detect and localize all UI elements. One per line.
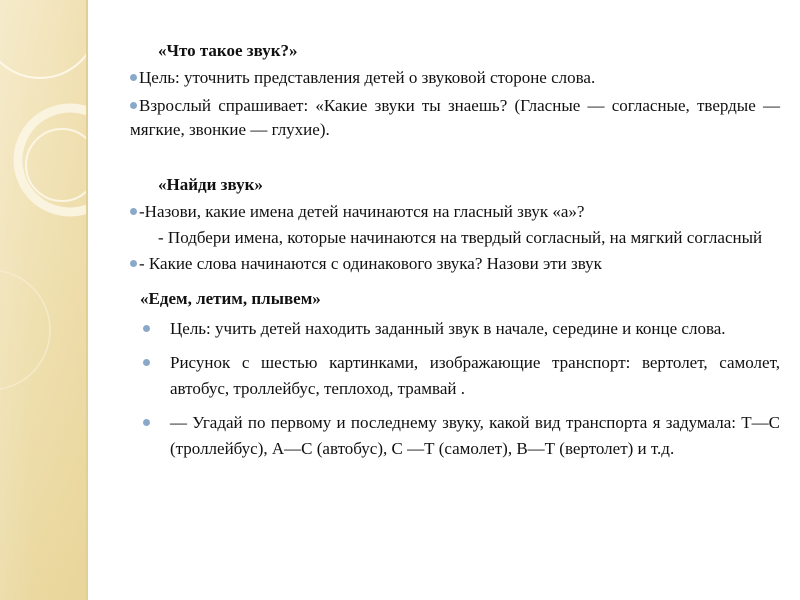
bullet-icon	[130, 208, 137, 215]
slide-content	[130, 40, 780, 462]
paragraph: Взрослый спрашивает: «Какие звуки ты знаешь? (Гласные — согласные, твердые — мягкие, звонкие — глухие).	[130, 96, 780, 139]
list-item: — Угадай по первому и последнему звуку, какой вид транспорта я задумала: Т—С (троллейбус), А—С (автобус), С —Т (самолет), В—Т (вертолет) и т.д.	[130, 410, 780, 462]
list-item: Рисунок с шестью картинками, изображающие транспорт: вертолет, самолет, автобус, троллейбус, теплоход, трамвай .	[130, 350, 780, 402]
section-title: «Найди звук»	[158, 175, 263, 194]
section-title: «Что такое звук?»	[158, 41, 298, 60]
bullet-icon	[143, 419, 150, 426]
decorative-side-band	[0, 0, 88, 600]
bullet-icon	[143, 359, 150, 366]
decorative-circles	[0, 0, 88, 600]
section-title: «Едем, летим, плывем»	[140, 289, 321, 308]
bullet-icon	[130, 74, 137, 81]
bullet-list	[130, 316, 780, 462]
paragraph: Цель: уточнить представления детей о звуковой стороне слова.	[130, 66, 780, 90]
bullet-icon	[130, 102, 137, 109]
bullet-icon	[143, 325, 150, 332]
bullet-icon	[130, 260, 137, 267]
list-item: Цель: учить детей находить заданный звук в начале, середине и конце слова.	[130, 316, 780, 342]
paragraph: - Какие слова начинаются с одинакового звука? Назови эти звук	[130, 252, 780, 276]
paragraph: -Назови, какие имена детей начинаются на гласный звук «а»?	[130, 200, 780, 224]
paragraph: - Подбери имена, которые начинаются на твердый согласный, на мягкий согласный	[158, 228, 763, 247]
